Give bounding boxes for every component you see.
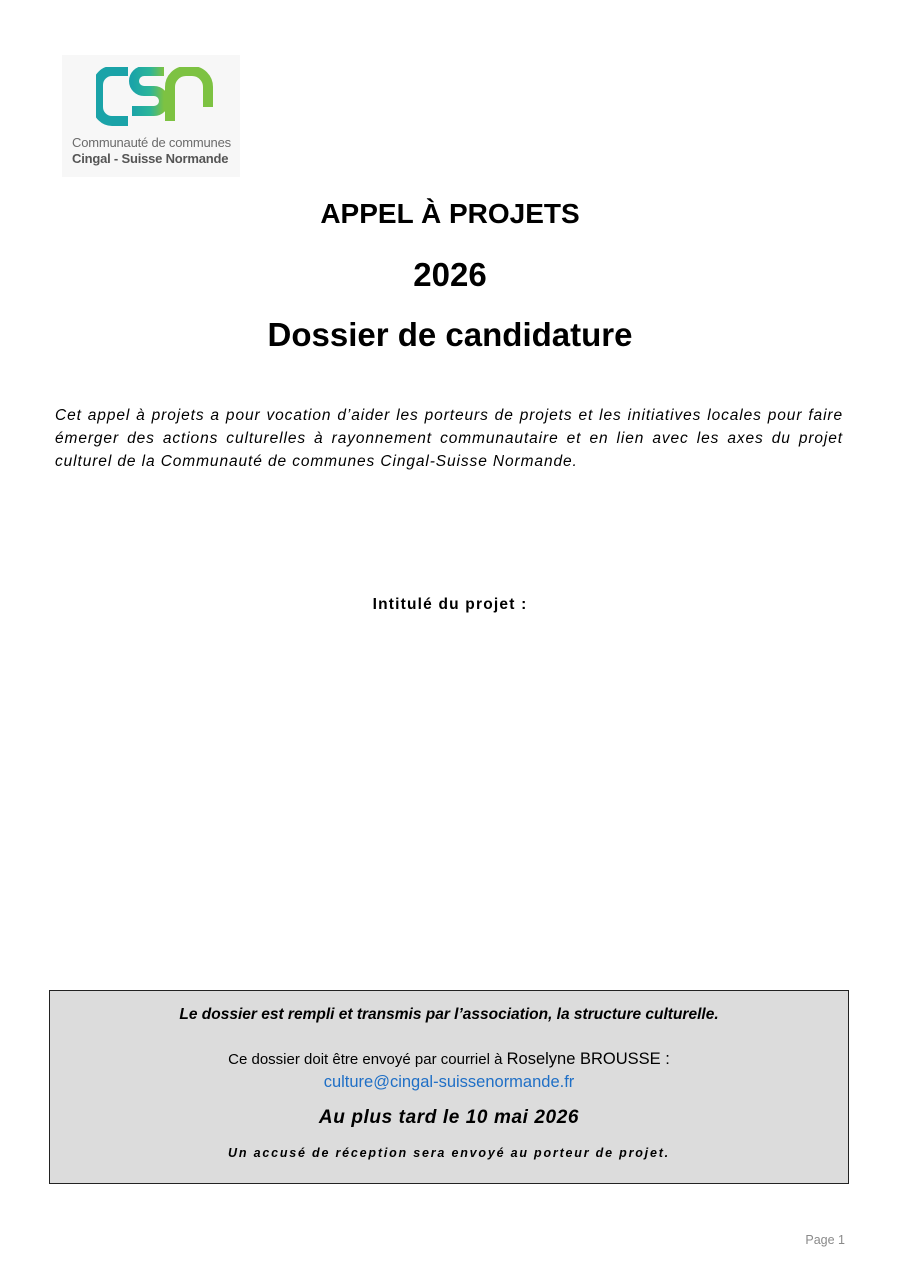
logo xyxy=(62,55,240,177)
deadline: Au plus tard le 10 mai 2026 xyxy=(318,1107,580,1128)
project-title-label: Intitulé du projet : xyxy=(372,596,528,613)
logo-text-line1: Communauté de communes xyxy=(72,135,231,150)
send-instructions xyxy=(50,1050,848,1069)
year-heading: 2026 xyxy=(413,256,487,293)
csn-logo-icon xyxy=(96,67,226,129)
subtitle-heading: Dossier de candidature xyxy=(267,316,633,353)
contact-name: Roselyne BROUSSE : xyxy=(506,1050,670,1068)
send-prefix: Ce dossier doit être envoyé par courriel à xyxy=(228,1051,507,1068)
info-box xyxy=(49,990,849,1184)
contact-email-link[interactable]: culture@cingal-suissenormande.fr xyxy=(323,1073,575,1091)
receipt-notice: Un accusé de réception sera envoyé au porteur de projet. xyxy=(228,1146,670,1160)
page-title: APPEL À PROJETS xyxy=(320,198,580,229)
logo-text-line2: Cingal - Suisse Normande xyxy=(72,151,229,166)
page-number: Page 1 xyxy=(805,1233,845,1247)
intro-paragraph: Cet appel à projets a pour vocation d’aider les porteurs de projets et les initiatives locales pour faire émerger des actions culturelles à rayonnement communautaire et en lien avec les axes du projet culturel de la Communauté de communes Cingal-Suisse Normande. xyxy=(55,407,843,470)
submission-notice: Le dossier est rempli et transmis par l’association, la structure culturelle. xyxy=(179,1006,719,1023)
